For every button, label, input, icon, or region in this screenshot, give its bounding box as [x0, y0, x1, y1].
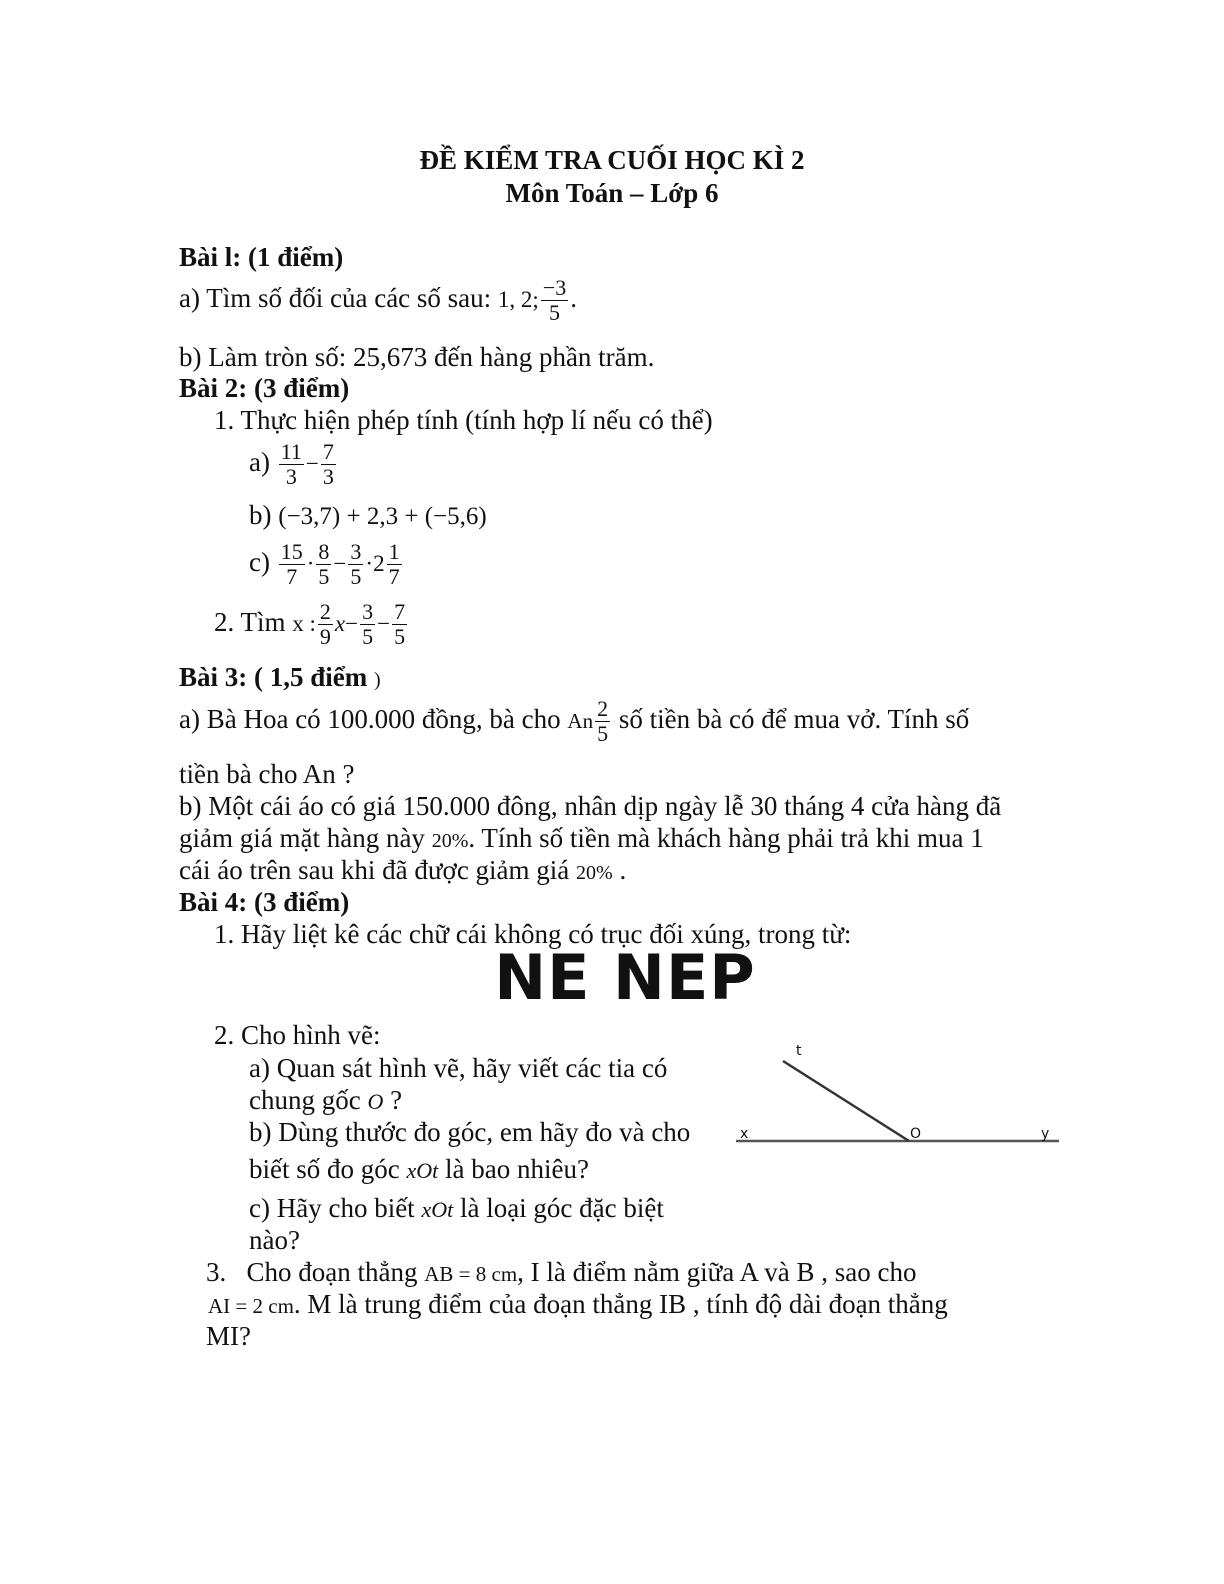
bai3-a-line2: tiền bà cho An ?	[179, 759, 355, 789]
page-title: ĐỀ KIỂM TRA CUỐI HỌC KÌ 2	[419, 145, 805, 175]
label-y: y	[1041, 1126, 1050, 1142]
bai2-item2-label: 2. Tìm	[214, 606, 286, 637]
fraction	[321, 440, 336, 489]
fraction-numerator: 7	[394, 599, 406, 624]
fraction-denominator: 5	[597, 721, 609, 747]
fraction-denominator: 5	[394, 624, 406, 650]
bai4-item2: 2. Cho hình vẽ:	[214, 1020, 381, 1050]
label-o: O	[910, 1126, 922, 1142]
fraction-denominator: 5	[362, 624, 374, 650]
fraction-denominator: 7	[286, 564, 298, 590]
bai4-q-a2	[249, 1085, 402, 1116]
segment-ai: AI = 2 cm	[208, 1294, 294, 1318]
page-subtitle: Môn Toán – Lớp 6	[505, 178, 719, 208]
bai1-a-period: .	[570, 282, 577, 313]
bai1-a-text: a) Tìm số đối của các số sau:	[179, 282, 492, 313]
fraction	[318, 600, 333, 649]
bai4-item3-line1	[206, 1257, 916, 1288]
bai3-b-line1: b) Một cái áo có giá 150.000 đông, nhân dịp ngày lễ 30 tháng 4 cửa hàng đã	[179, 791, 1002, 821]
fraction	[392, 600, 407, 649]
bai4-item3-line3: MI?	[206, 1321, 251, 1351]
fraction	[387, 540, 402, 589]
fraction-denominator: 5	[318, 564, 330, 590]
bai3-b-period: .	[619, 855, 627, 885]
variable-x: x :	[292, 610, 316, 636]
fraction-numerator: 3	[350, 539, 362, 564]
fraction	[316, 540, 331, 589]
bai2-b	[249, 500, 487, 532]
fraction-denominator: 3	[285, 464, 297, 490]
bai2-c-label: c)	[249, 546, 270, 577]
bai1-a	[179, 276, 577, 325]
bai4-q-b2-text: là bao nhiêu?	[445, 1154, 589, 1184]
mixed-whole: 2	[373, 550, 385, 576]
bai3-heading	[179, 662, 381, 693]
bai4-heading: Bài 4: (3 điểm)	[179, 887, 350, 917]
fraction-numerator: 11	[280, 439, 302, 464]
fraction-denominator: 5	[549, 300, 561, 326]
angle-figure	[720, 1030, 1080, 1160]
variable-x: x	[334, 610, 346, 636]
question-mark: ?	[390, 1085, 403, 1115]
angle-xot: xOt	[406, 1158, 439, 1183]
fraction	[279, 540, 305, 589]
fraction-numerator: 1	[388, 539, 400, 564]
fraction-numerator: 7	[322, 439, 334, 464]
bai1-heading: Bài l: (1 điểm)	[179, 242, 344, 272]
minus-sign: −	[377, 610, 391, 636]
bai4-item3-text: Cho đoạn thẳng	[246, 1257, 418, 1287]
fraction-numerator: 2	[597, 696, 609, 721]
fraction-denominator: 3	[322, 464, 334, 490]
minus-sign: −	[333, 550, 347, 576]
bai1-a-fraction	[541, 276, 568, 325]
bai4-item3-text: , I là điểm nằm giữa A và B , sao cho	[517, 1257, 917, 1287]
fraction	[279, 440, 304, 489]
fraction-numerator: 8	[318, 539, 330, 564]
bai3-a-text1: a) Bà Hoa có 100.000 đồng, bà cho	[179, 703, 561, 734]
bai3-b-text: giảm giá mặt hàng này	[179, 823, 425, 853]
label-t: t	[796, 1043, 802, 1059]
bai3-a-an: An	[567, 708, 594, 733]
fraction-numerator: 15	[280, 539, 303, 564]
fraction-numerator: 3	[362, 599, 374, 624]
bai4-q-a1: a) Quan sát hình vẽ, hãy viết các tia có	[249, 1053, 668, 1083]
percent-value: 20%	[576, 862, 613, 884]
fraction-denominator: 7	[388, 564, 400, 590]
fraction-denominator: 5	[350, 564, 362, 590]
bai2-item2	[214, 600, 409, 649]
bai4-q-c1-text: c) Hãy cho biết	[249, 1193, 415, 1223]
bai4-q-a2-text: chung gốc	[249, 1085, 361, 1115]
fraction	[348, 540, 363, 589]
bai2-a	[249, 440, 338, 489]
angle-xot: xOt	[421, 1197, 454, 1222]
bai3-heading-text: Bài 3: ( 1,5 điểm	[179, 662, 368, 692]
point-o: O	[367, 1089, 384, 1114]
bai3-heading-paren: )	[374, 669, 381, 691]
bai3-a	[179, 697, 969, 746]
bai2-heading: Bài 2: (3 điểm)	[179, 373, 350, 403]
bai4-item3-line2	[208, 1289, 948, 1320]
bai2-item1: 1. Thực hiện phép tính (tính hợp lí nếu có thể)	[214, 405, 713, 435]
bai2-a-label: a)	[249, 446, 270, 477]
fraction	[595, 697, 610, 746]
bai2-b-expression: (−3,7) + 2,3 + (−5,6)	[278, 503, 487, 530]
bai3-a-text2: số tiền bà có để mua vở. Tính số	[618, 703, 970, 734]
bai3-b-line2	[179, 823, 984, 854]
minus-sign: −	[345, 610, 359, 636]
fraction	[360, 600, 375, 649]
bai4-item3-label: 3.	[206, 1257, 227, 1287]
bai3-b-line3	[179, 855, 626, 886]
bai4-word: NE NEP	[494, 941, 756, 1014]
segment-ab: AB = 8 cm	[424, 1262, 518, 1286]
bai4-item1: 1. Hãy liệt kê các chữ cái không có trục đối xúng, trong từ:	[214, 919, 852, 949]
bai2-b-label: b)	[249, 500, 272, 530]
multiply-dot: ·	[306, 550, 315, 576]
fraction-numerator: 2	[319, 599, 331, 624]
label-x: x	[740, 1126, 749, 1142]
bai4-q-c1	[249, 1193, 664, 1224]
bai3-b-text: . Tính số tiền mà khách hàng phải trả khi mua 1	[468, 823, 984, 853]
bai4-item3-text: . M là trung điểm của đoạn thẳng IB , tính độ dài đoạn thẳng	[293, 1289, 948, 1319]
bai4-q-c1-text: là loại góc đặc biệt	[459, 1193, 664, 1223]
fraction-numerator: −3	[542, 275, 567, 300]
percent-value: 20%	[431, 830, 469, 852]
bai4-q-b1: b) Dùng thước đo góc, em hãy đo và cho	[249, 1117, 691, 1147]
bai2-c	[249, 540, 404, 589]
bai4-q-b2-text: biết số đo góc	[249, 1154, 400, 1184]
bai1-b: b) Làm tròn số: 25,673 đến hàng phần trăm.	[179, 342, 655, 372]
fraction-denominator: 9	[319, 624, 331, 650]
minus-sign: −	[305, 450, 319, 476]
bai1-a-math: 1, 2;	[497, 286, 539, 312]
bai4-q-c2: nào?	[249, 1225, 300, 1255]
multiply-dot: ·	[365, 550, 374, 576]
ray-ot	[783, 1061, 909, 1141]
bai4-q-b2	[249, 1154, 589, 1185]
bai3-b-text: cái áo trên sau khi đã được giảm giá	[179, 855, 570, 885]
